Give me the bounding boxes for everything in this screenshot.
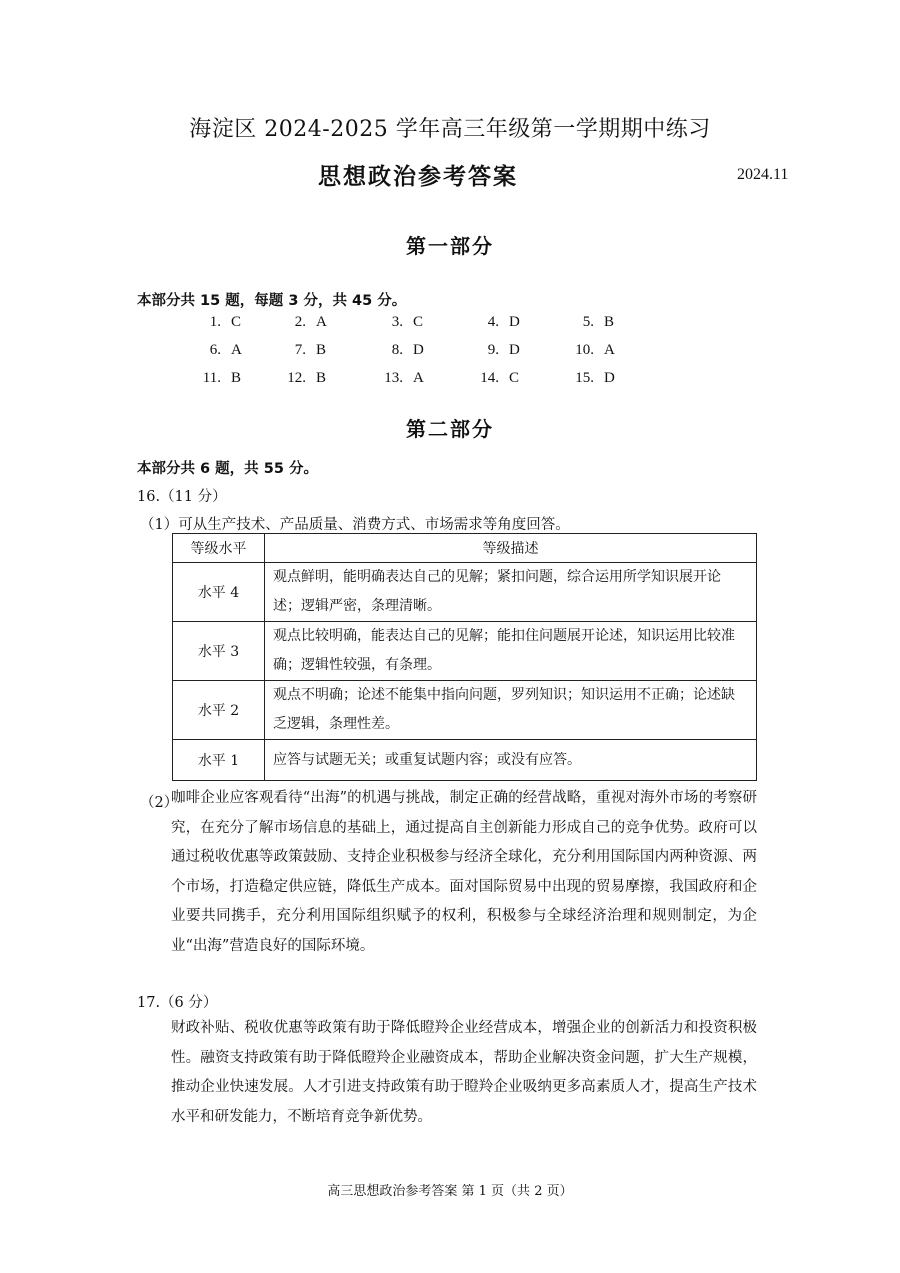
answer-number: 8.	[391, 342, 403, 358]
grade-row	[173, 740, 757, 781]
answer-letter: B	[231, 370, 242, 386]
grade-desc: 应答与试题无关；或重复试题内容；或没有应答。	[265, 740, 757, 781]
document-date: 2024.11	[737, 166, 789, 183]
q17-answer: 财政补贴、税收优惠等政策有助于降低瞪羚企业经营成本，增强企业的创新活力和投资积极性。融资支持政策有助于降低瞪羚企业融资成本，帮助企业解决资金问题，扩大生产规模，推动企业快速发展。人才引进支持政策有助于瞪羚企业吸纳更多高素质人才，提高生产技术水平和研发能力，不断培育竞争新优势。	[171, 1020, 757, 1125]
grade-row	[173, 563, 757, 622]
grade-table-header-row	[173, 534, 757, 563]
answer-letter: A	[231, 342, 242, 358]
answer-letter: B	[316, 370, 327, 386]
grade-level: 水平 3	[173, 622, 265, 681]
answer-item	[185, 314, 241, 331]
q16-sub2-answer: 咖啡企业应客观看待“出海”的机遇与挑战，制定正确的经营战略，重视对海外市场的考察研究，在充分了解市场信息的基础上，通过提高自主创新能力形成自己的竞争优势。政府可以通过税收优惠等政策鼓励、支持企业积极参与经济全球化，充分利用国际国内两种资源、两个市场，打造稳定供应链，降低生产成本。面对国际贸易中出现的贸易摩擦，我国政府和企业要共同携手，充分利用国际组织赋予的权利，积极参与全球经济治理和规则制定，为企业“出海”营造良好的国际环境。	[171, 790, 757, 954]
q16-sub2-label: （2）	[140, 795, 179, 811]
grade-level: 水平 4	[173, 563, 265, 622]
answer-number: 1.	[209, 314, 221, 330]
answer-item	[558, 342, 615, 359]
answer-number: 14.	[480, 370, 499, 386]
grade-level: 水平 2	[173, 681, 265, 740]
answer-item	[463, 370, 519, 387]
answer-number: 11.	[202, 370, 221, 386]
answer-letter: C	[509, 370, 520, 386]
grade-header-desc: 等级描述	[265, 534, 757, 563]
answer-number: 15.	[575, 370, 594, 386]
answer-letter: D	[509, 342, 520, 358]
answer-item	[367, 314, 423, 331]
part2-heading: 第二部分	[406, 417, 494, 441]
answer-item	[367, 370, 424, 387]
answer-number: 7.	[294, 342, 306, 358]
answer-item	[270, 342, 326, 359]
answer-letter: D	[604, 370, 615, 386]
part2-intro: 本部分共 6 题，共 55 分。	[137, 461, 318, 477]
answer-letter: D	[509, 314, 520, 330]
answer-item	[270, 314, 327, 331]
answer-number: 9.	[487, 342, 499, 358]
answer-letter: C	[231, 314, 242, 330]
answer-item	[463, 314, 520, 331]
grade-level: 水平 1	[173, 740, 265, 781]
part1-heading: 第一部分	[406, 234, 494, 258]
answer-letter: D	[413, 342, 424, 358]
answer-number: 4.	[487, 314, 499, 330]
answer-item	[367, 342, 424, 359]
answer-letter: A	[413, 370, 424, 386]
answer-number: 12.	[287, 370, 306, 386]
q16-sub1: （1）可从生产技术、产品质量、消费方式、市场需求等角度回答。	[140, 517, 570, 533]
q16-label: 16.（11 分）	[137, 489, 227, 505]
page-footer: 高三思想政治参考答案 第 1 页（共 2 页）	[327, 1184, 573, 1199]
answer-number: 6.	[209, 342, 221, 358]
grade-table	[172, 533, 757, 781]
answer-letter: C	[413, 314, 424, 330]
answer-number: 3.	[391, 314, 403, 330]
q17-label: 17.（6 分）	[137, 995, 218, 1011]
answer-item	[463, 342, 520, 359]
grade-desc: 观点鲜明，能明确表达自己的见解；紧扣问题，综合运用所学知识展开论述；逻辑严密，条理清晰。	[265, 563, 757, 622]
answer-letter: B	[604, 314, 615, 330]
answer-letter: B	[316, 342, 327, 358]
answer-number: 5.	[582, 314, 594, 330]
grade-row	[173, 622, 757, 681]
answer-item	[185, 370, 241, 387]
answer-number: 10.	[575, 342, 594, 358]
answer-item	[558, 370, 615, 387]
grade-row	[173, 681, 757, 740]
answer-letter: A	[604, 342, 615, 358]
answer-item	[270, 370, 326, 387]
answer-item	[558, 314, 614, 331]
part1-intro: 本部分共 15 题，每题 3 分，共 45 分。	[137, 293, 407, 309]
document-title: 海淀区 2024-2025 学年高三年级第一学期期中练习	[189, 117, 711, 142]
answer-letter: A	[316, 314, 327, 330]
answer-item	[185, 342, 242, 359]
grade-desc: 观点不明确；论述不能集中指向问题，罗列知识；知识运用不正确；论述缺乏逻辑，条理性差。	[265, 681, 757, 740]
document-subtitle: 思想政治参考答案	[318, 164, 518, 190]
grade-desc: 观点比较明确，能表达自己的见解；能扣住问题展开论述，知识运用比较准确；逻辑性较强，有条理。	[265, 622, 757, 681]
answer-number: 2.	[294, 314, 306, 330]
answer-number: 13.	[384, 370, 403, 386]
grade-header-level: 等级水平	[173, 534, 265, 563]
